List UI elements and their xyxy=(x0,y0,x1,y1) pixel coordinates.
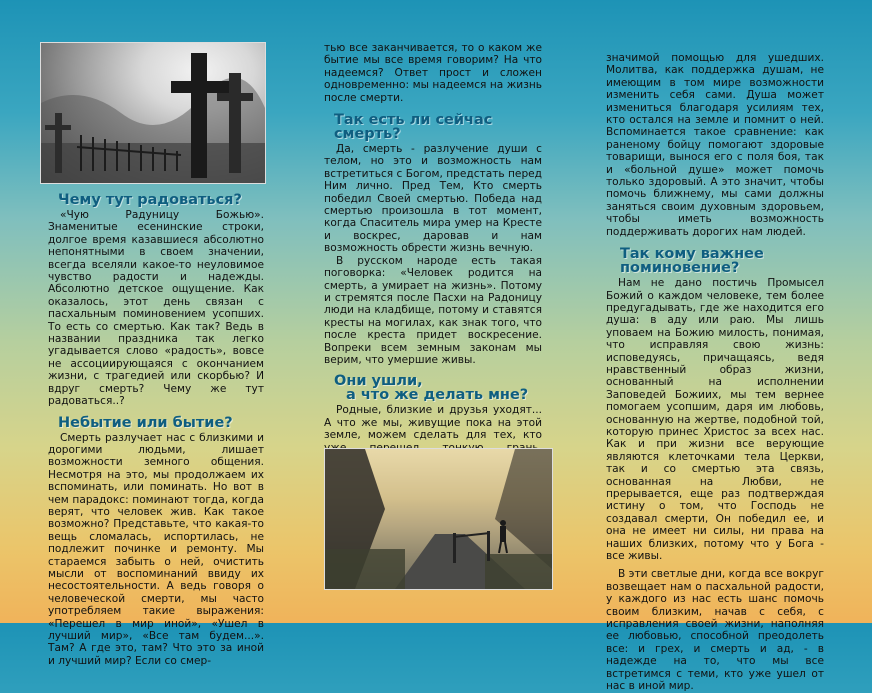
paragraph-death-separates: Смерть разлучает нас с близкими и дорогими людьми, лишает возможности земного общения. Несмотря на это, мы продолжаем их вспоминать, или поминать. Но вот в чем парадокс: поминают тогда, когда верят, что человек жив. Как такое возможно? Представьте, что какая-то вещь сломалась, испортилась, не подлежит починке и ремонту. Мы стараемся забыть о ней, очистить мысли от воспоминаний ввиду их несостоятельности. А ведь говоря о человеческой смерти, мы часто употребляем такие выражения: «Перешел в мир иной», «Ушел в лучший мир», «Все там будем...». Там? А где это, там? Что это за иной и лучший мир? Если со смер- xyxy=(48,431,264,667)
heading-they-left-2: а что же делать мне? xyxy=(346,387,529,404)
heading-they-left-1: Они ушли, xyxy=(334,373,423,390)
paragraph-prayer-help: значимой помощью для ушедших. Молитва, как поддержка душам, не имеющим в том мире возможности изменить себя сами. Душа может измениться благодаря усилиям тех, кто остался на земле и помнит о ней. Вспоминается такое сравнение: как раненому бойцу помогают здоровые товарищи, вынося его с поля боя, так и «больной душе» может помочь только здоровый. А это значит, чтобы помочь ближнему, мы сами должны заняться своим духовным здоровьем, чтобы иметь возможность поддерживать дорогих нам людей. xyxy=(606,52,824,238)
heading-who-needs-2: поминовение? xyxy=(620,260,740,277)
cemetery-cross-photo xyxy=(40,42,266,184)
paragraph-proverb: В русском народе есть такая поговорка: «Человек родится на смерть, а умирает на жизнь». Потому и стремятся после Пасхи на Радоницу люди на кладбище, потому и ставятся кресты на могилах, как знак того, что после креста придет воскресение. Вопреки всем земным законам мы верим, что умершие живы. xyxy=(324,254,542,366)
paragraph-prayer: Родные, близкие и друзья уходят... А что же мы, живущие пока на этой земле, можем сделать для тех, кто xyxy=(324,404,542,442)
heading-who-needs-1: Так кому важнее xyxy=(620,246,764,263)
column-1 xyxy=(48,193,264,667)
heading-being: Небытие или бытие? xyxy=(58,414,233,431)
paragraph-separation: Да, смерть - разлучение души с телом, но это и возможность нам встретиться с Богом, предстать перед Ним лично. Пред Тем, Кто смерть победил Своей смертью. Победа над смертью произошла в тот момент, когда Спаситель мира умер на Кресте и воскрес, даровав и нам возможность обрести жизнь вечную. xyxy=(324,143,543,255)
paragraph-bright-days: В эти светлые дни, когда все вокруг возвещает нам о пасхальной радости, у каждого из нас есть шанс помочь своим близким, начав с себя, с исправления своей жизни, наполняя ее любовью, способной преодолеть все: и грех, и смерть и ад, - в надежде на то, что мы все встретимся с теми, кто уже ушел от нас в иной мир. xyxy=(606,568,824,693)
foggy-road-photo xyxy=(324,448,553,590)
foggy-road-illustration xyxy=(325,449,552,589)
cemetery-cross-illustration xyxy=(41,43,265,183)
paragraph-radunitsa: «Чую Радуницу Божью». Знаменитые есенинские строки, долгое время казавшиеся абсолютно непонятными в своем значении, всегда вселяли какое-то неуловимое чувство радости и надежды. Абсолютно детское ощущение. Как оказалось, этот день связан с пасхальным поминовением усопших. То есть со смертью. Как так? Ведь в названии праздника так легко угадывается слово «радость», вовсе не ассоциирующаяся с окончанием жизни, с трагедией или скорбью? И вдруг смерть? Чему же тут радоваться..? xyxy=(48,209,264,408)
paragraph-providence: Нам не дано постичь Промысел Божий о каждом человеке, тем более предугадывать, где же находится его душа: в аду или раю. Мы лишь уповаем на Божию милость, понимая, что исправляя свою жизнь: исповедуясь, причащаясь, ведя нравственный образ жизни, основанный на исполнении Заповедей Божиих, мы тем вернее помогаем усопшим, даря им любовь, основанную на жертве, подобной той, которую принес Христос за всех нас. Как и при жизни все верующие являются клеточками тела Церкви, так и со смертью эта связь, основанная на Любви, не прерывается, еще раз подтверждая истину о том, что Господь не создавал смерти, Он победил ее, и она не имеет ни силы, ни права на наших близких, потому что у Бога - все живы. xyxy=(606,277,824,563)
paragraph-continuation: тью все заканчивается, то о каком же бытие мы все время говорим? На что надеемся? Ответ прост и сложен одновременно: мы надеемся на жизнь после смерти. xyxy=(324,42,542,104)
heading-is-there-death: Так есть ли сейчас смерть? xyxy=(334,112,493,143)
column-3 xyxy=(606,52,824,693)
column-2 xyxy=(324,42,542,479)
heading-rejoice: Чему тут радоваться? xyxy=(58,192,242,208)
